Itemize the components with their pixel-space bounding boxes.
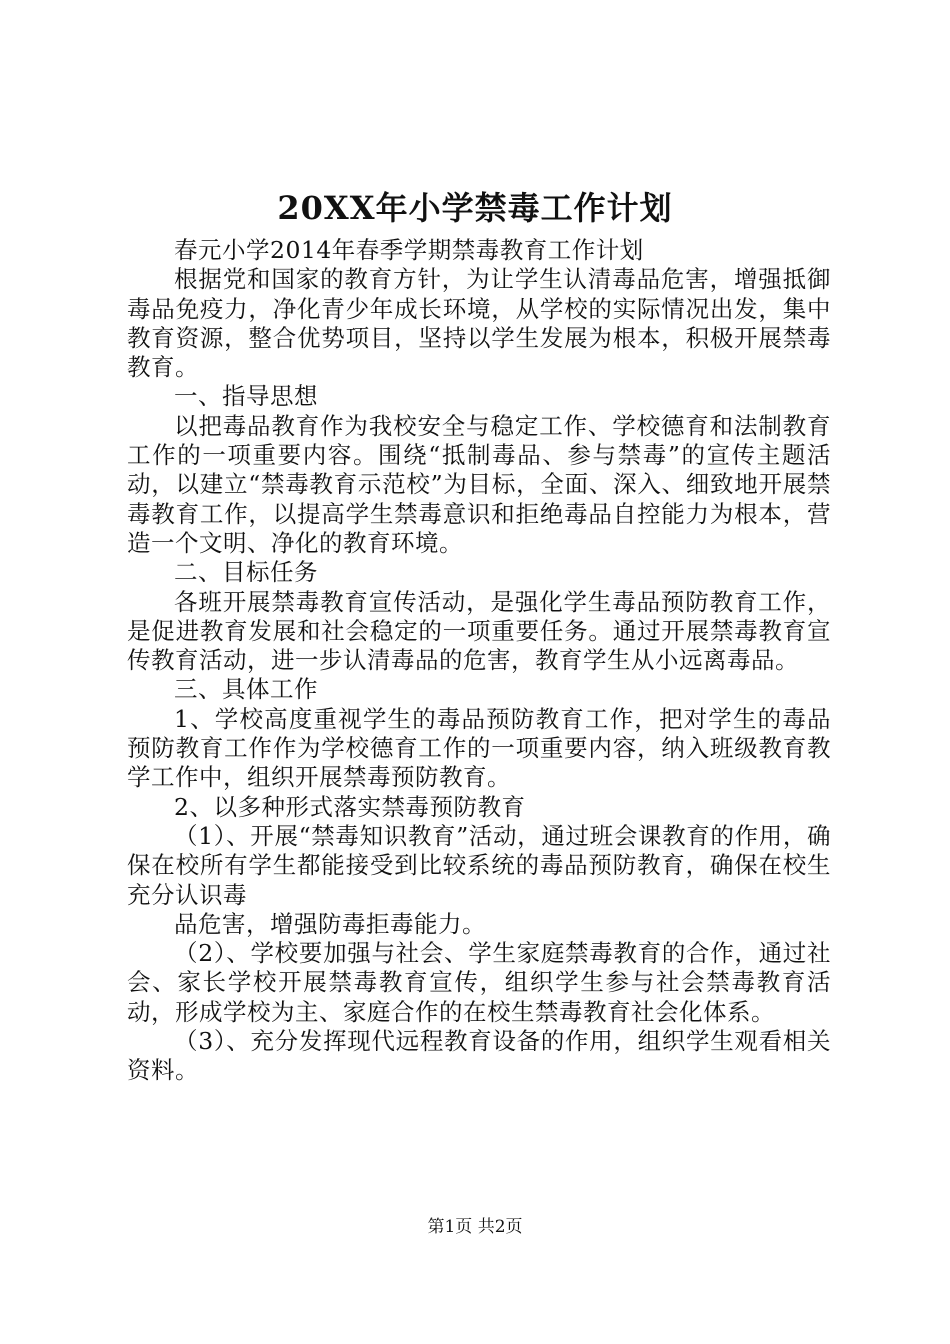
paragraph-subtitle: 春元小学2014年春季学期禁毒教育工作计划 xyxy=(174,236,644,264)
paragraph-item-3: （3）、充分发挥现代远程教育设备的作用，组织学生观看相关资料。 xyxy=(127,1027,831,1085)
page-number-footer: 第1页 共2页 xyxy=(427,1217,523,1237)
heading-goals: 二、目标任务 xyxy=(174,558,318,587)
paragraph-goals: 各班开展禁毒教育宣传活动，是强化学生毒品预防教育工作，是促进教育发展和社会稳定的一项重要任务。通过开展禁毒教育宣传教育活动，进一步认清毒品的危害，教育学生从小远离毒品。 xyxy=(127,587,831,675)
paragraph-item-1: （1）、开展“禁毒知识教育”活动，通过班会课教育的作用，确保在校所有学生都能接受到比较系统的毒品预防教育，确保在校生充分认识毒 xyxy=(127,821,831,909)
paragraph-guiding-ideology: 以把毒品教育作为我校安全与稳定工作、学校德育和法制教育工作的一项重要内容。围绕“抵制毒品、参与禁毒”的宣传主题活动，以建立“禁毒教育示范校”为目标，全面、深入、细致地开展禁毒教育工作，以提高学生禁毒意识和拒绝毒品自控能力为根本，营造一个文明、净化的教育环境。 xyxy=(127,411,831,557)
paragraph-intro: 根据党和国家的教育方针，为让学生认清毒品危害，增强抵御毒品免疫力，净化青少年成长环境，从学校的实际情况出发，集中教育资源，整合优势项目，坚持以学生发展为根本，积极开展禁毒教育。 xyxy=(127,265,831,382)
heading-guiding-ideology: 一、指导思想 xyxy=(174,382,318,411)
document-body xyxy=(127,236,831,1086)
heading-specific-work: 三、具体工作 xyxy=(174,675,318,704)
document-title: 20XX年小学禁毒工作计划 xyxy=(277,189,673,227)
paragraph-item-1-cont: 品危害，增强防毒拒毒能力。 xyxy=(174,909,486,938)
paragraph-work-2: 2、以多种形式落实禁毒预防教育 xyxy=(174,792,526,821)
paragraph-work-1: 1、学校高度重视学生的毒品预防教育工作，把对学生的毒品预防教育工作作为学校德育工作的一项重要内容，纳入班级教育教学工作中，组织开展禁毒预防教育。 xyxy=(127,704,831,792)
paragraph-item-2: （2）、学校要加强与社会、学生家庭禁毒教育的合作，通过社会、家长学校开展禁毒教育宣传，组织学生参与社会禁毒教育活动，形成学校为主、家庭合作的在校生禁毒教育社会化体系。 xyxy=(127,939,831,1026)
